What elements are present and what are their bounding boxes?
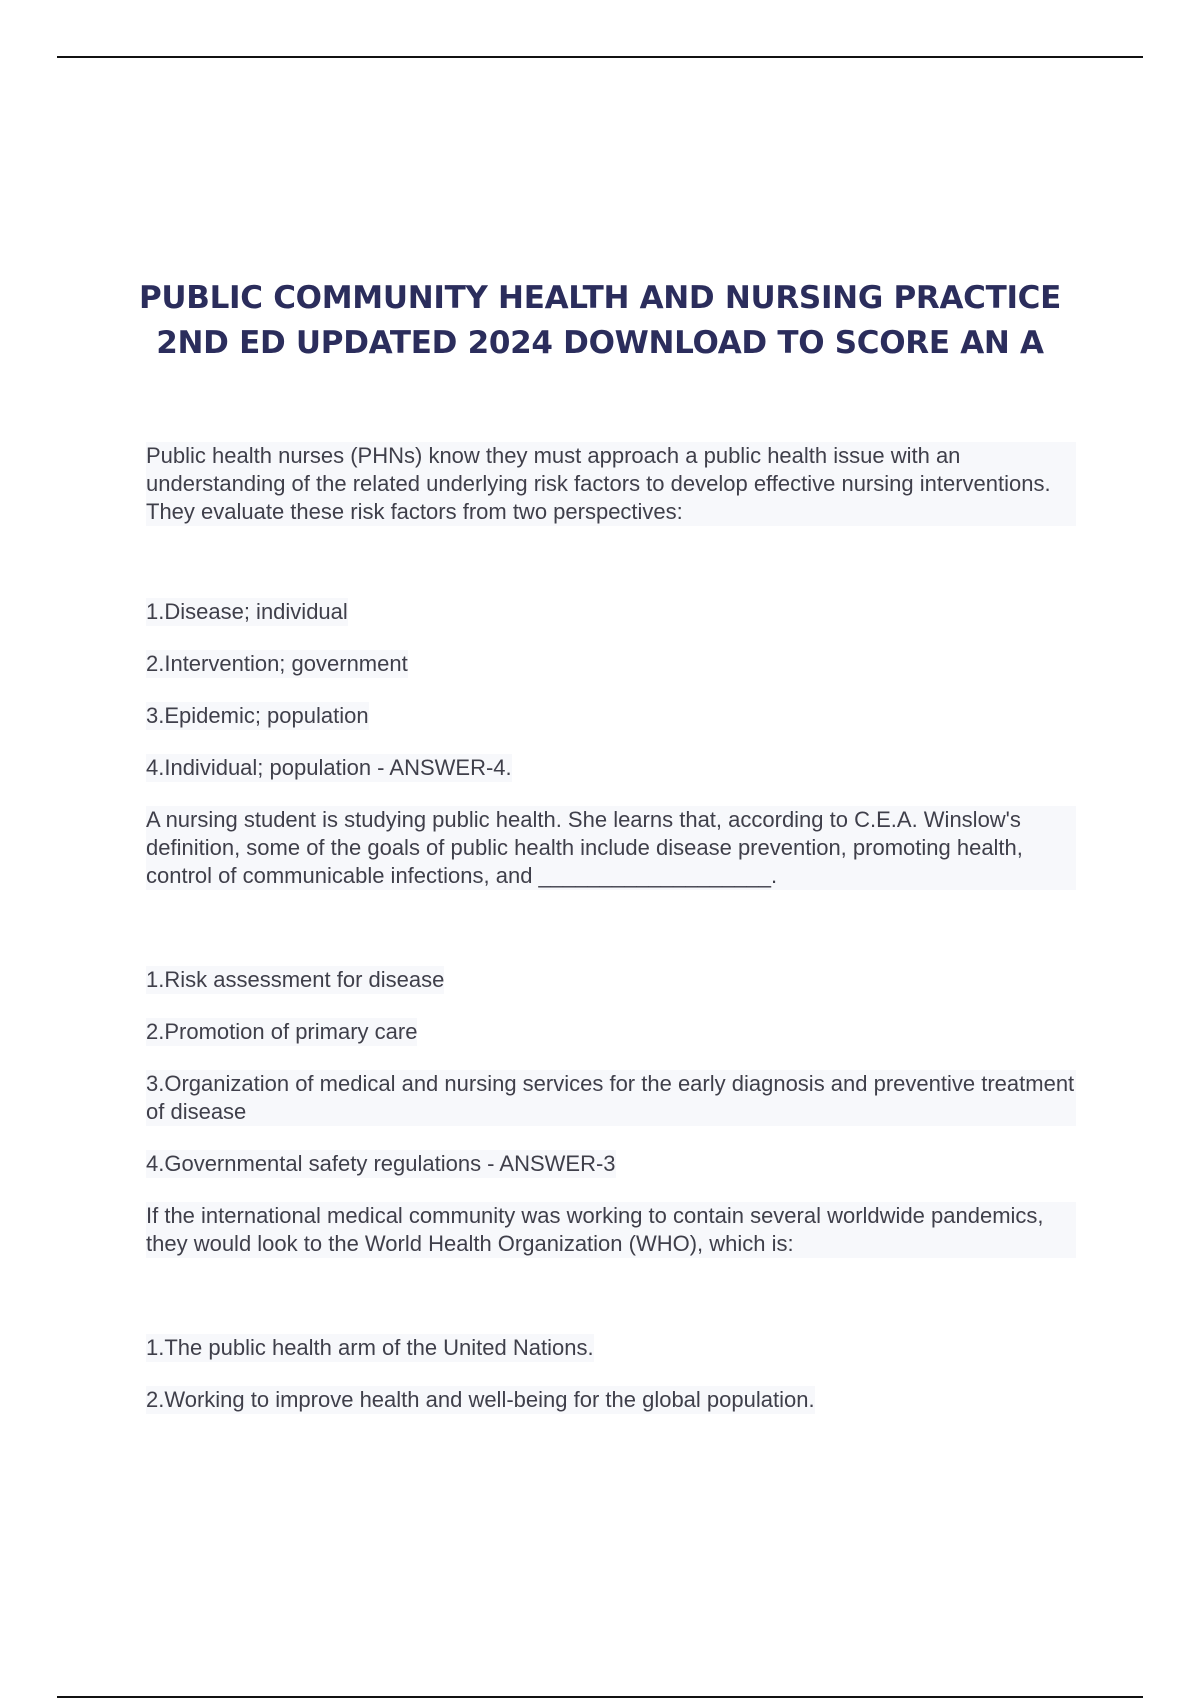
bottom-divider bbox=[57, 1696, 1143, 1698]
answer-option: 1.The public health arm of the United Nations. bbox=[146, 1335, 594, 1360]
title-line-1: PUBLIC COMMUNITY HEALTH AND NURSING PRACTICE bbox=[138, 280, 1062, 316]
document-body bbox=[146, 442, 1076, 1438]
question-block-2 bbox=[146, 806, 1076, 1178]
answer-option: 2.Intervention; government bbox=[146, 651, 408, 676]
question-text: A nursing student is studying public health. She learns that, according to C.E.A. Winslow's definition, some of the goals of public health include disease prevention, promoting health, control of communicable infections, and ___________________. bbox=[146, 806, 1076, 890]
question-block-3 bbox=[146, 1202, 1076, 1414]
top-divider bbox=[57, 56, 1143, 58]
title-line-2: 2ND ED UPDATED 2024 DOWNLOAD TO SCORE AN A bbox=[156, 325, 1044, 361]
answer-option: 2.Working to improve health and well-being for the global population. bbox=[146, 1387, 815, 1412]
question-text: Public health nurses (PHNs) know they must approach a public health issue with an understanding of the related underlying risk factors to develop effective nursing interventions. They evaluate these risk factors from two perspectives: bbox=[146, 442, 1076, 526]
answer-option: 4.Individual; population - ANSWER-4. bbox=[146, 755, 512, 780]
answer-option: 1.Risk assessment for disease bbox=[146, 967, 445, 992]
answer-option: 1.Disease; individual bbox=[146, 599, 348, 624]
question-block-1 bbox=[146, 442, 1076, 782]
answer-option: 4.Governmental safety regulations - ANSWER-3 bbox=[146, 1151, 616, 1176]
document-title bbox=[100, 276, 1100, 366]
answer-option: 3.Organization of medical and nursing services for the early diagnosis and preventive treatment of disease bbox=[146, 1071, 1075, 1124]
answer-option: 3.Epidemic; population bbox=[146, 703, 369, 728]
question-text: If the international medical community was working to contain several worldwide pandemics, they would look to the World Health Organization (WHO), which is: bbox=[146, 1202, 1076, 1258]
answer-option: 2.Promotion of primary care bbox=[146, 1019, 418, 1044]
